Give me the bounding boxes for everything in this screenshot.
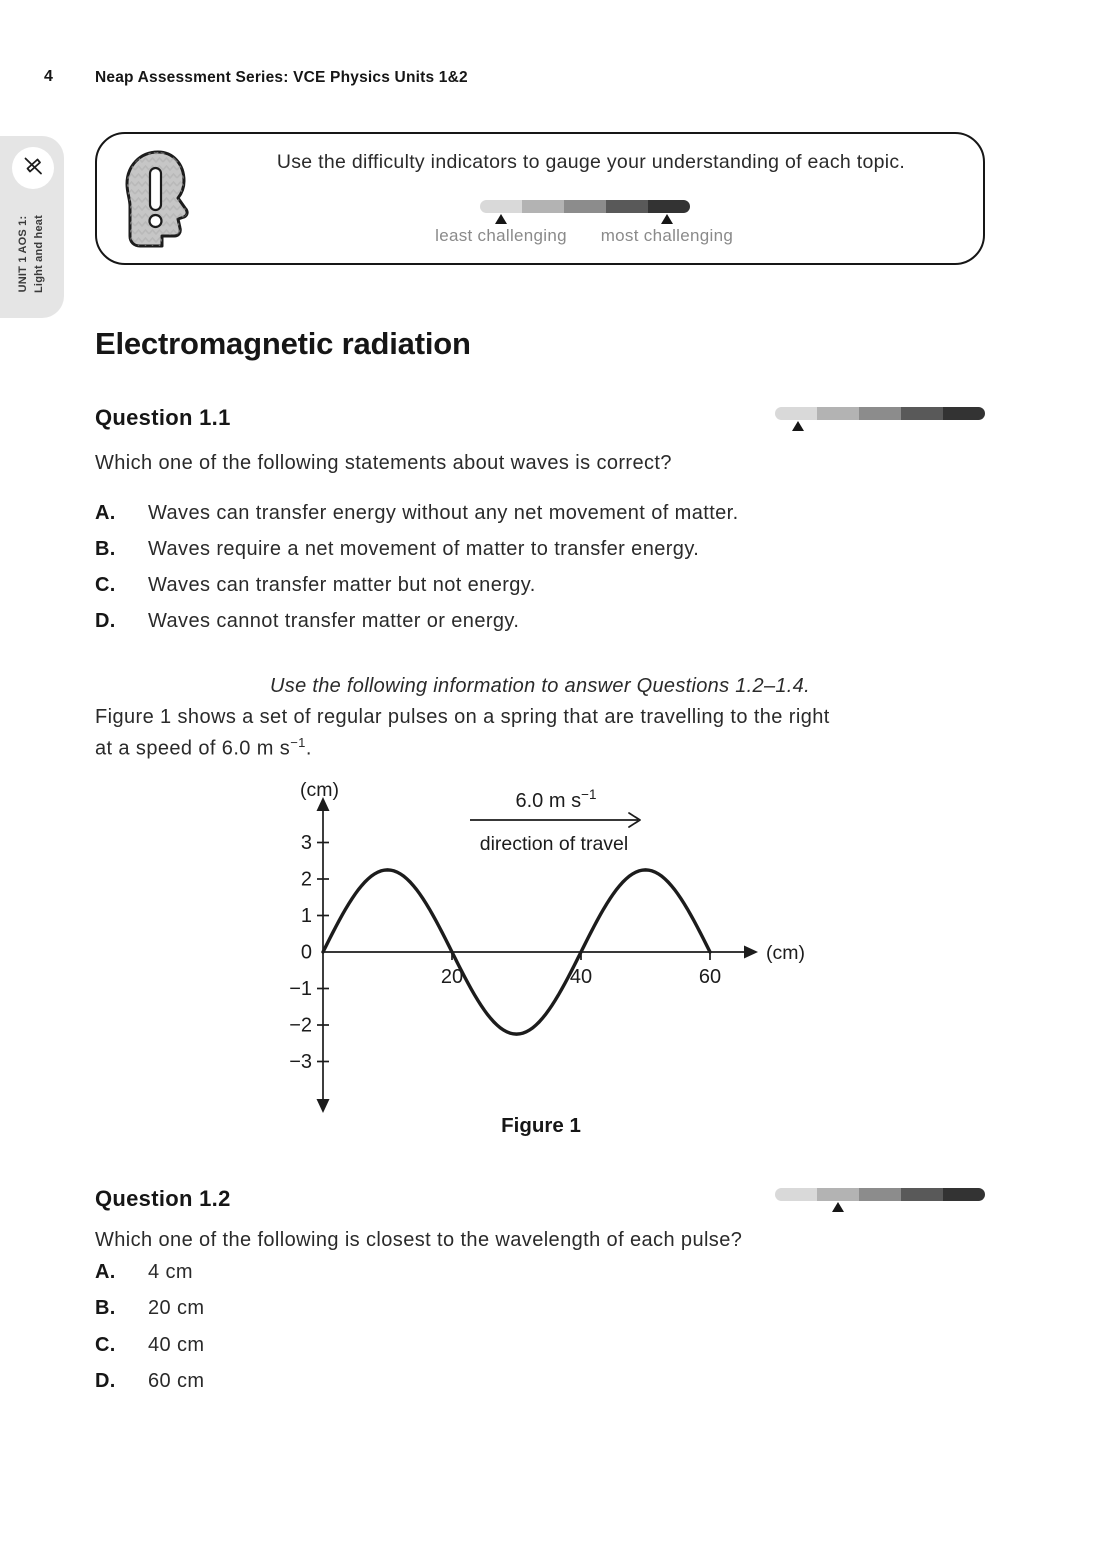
option-text: 20 cm xyxy=(148,1297,205,1319)
question-1-2-title: Question 1.2 xyxy=(95,1186,231,1211)
question-1-1-title: Question 1.1 xyxy=(95,405,231,430)
difficulty-info-text: Use the difficulty indicators to gauge your understanding of each topic. xyxy=(276,151,906,173)
section-title: Electromagnetic radiation xyxy=(95,326,471,361)
unit-tab-label xyxy=(16,169,48,339)
difficulty-segment xyxy=(901,1188,943,1201)
option-letter: D. xyxy=(95,610,116,632)
x-tick-label: 40 xyxy=(569,966,593,988)
difficulty-segment xyxy=(859,1188,901,1201)
option-text: 4 cm xyxy=(148,1261,193,1283)
option-letter: C. xyxy=(95,574,116,596)
x-axis-unit: (cm) xyxy=(766,942,805,964)
speed-exponent: −1 xyxy=(290,735,306,750)
difficulty-segment xyxy=(817,1188,859,1201)
difficulty-segment xyxy=(943,407,985,420)
figure-plot xyxy=(288,778,828,1126)
difficulty-segment xyxy=(522,200,564,213)
difficulty-segment xyxy=(775,407,817,420)
x-tick-label: 60 xyxy=(698,966,722,988)
option-text: Waves require a net movement of matter to transfer energy. xyxy=(148,538,700,560)
most-challenging-marker xyxy=(661,214,673,224)
page-number: 4 xyxy=(44,68,53,85)
shared-instruction: Use the following information to answer Questions 1.2–1.4. xyxy=(270,675,810,697)
option-letter: A. xyxy=(95,1261,116,1283)
difficulty-bar xyxy=(480,200,690,213)
y-tick-label: 0 xyxy=(300,941,312,964)
difficulty-marker xyxy=(832,1202,844,1212)
book-title: Neap Assessment Series: VCE Physics Units 1&2 xyxy=(95,69,468,86)
difficulty-scale xyxy=(435,200,734,245)
difficulty-segment xyxy=(564,200,606,213)
x-axis-arrow xyxy=(744,946,758,959)
difficulty-info-box xyxy=(95,132,985,265)
y-tick-label: −3 xyxy=(289,1051,312,1073)
figure-intro-line1: Figure 1 shows a set of regular pulses on a spring that are travelling to the right xyxy=(95,706,830,728)
unit-tab-line1: UNIT 1 AOS 1: xyxy=(17,215,30,293)
option-letter: C. xyxy=(95,1334,116,1356)
y-tick-label: 3 xyxy=(300,832,312,854)
most-challenging-label: most challenging xyxy=(600,226,734,245)
option-text: 60 cm xyxy=(148,1370,205,1392)
difficulty-segment xyxy=(817,407,859,420)
difficulty-marker xyxy=(792,421,804,431)
y-tick-label: −1 xyxy=(289,978,312,1000)
question-1-1-prompt: Which one of the following statements about waves is correct? xyxy=(95,452,672,474)
y-axis-unit: (cm) xyxy=(300,779,339,801)
option-text: Waves cannot transfer matter or energy. xyxy=(148,610,520,632)
option-letter: B. xyxy=(95,538,116,560)
option-letter: D. xyxy=(95,1370,116,1392)
figure-1 xyxy=(288,778,828,1126)
difficulty-segment xyxy=(775,1188,817,1201)
y-tick-label: 1 xyxy=(300,905,312,927)
option-letter: B. xyxy=(95,1297,116,1319)
option-letter: A. xyxy=(95,502,116,524)
option-text: Waves can transfer matter but not energy. xyxy=(148,574,536,596)
question-1-2-prompt: Which one of the following is closest to the wavelength of each pulse? xyxy=(95,1229,743,1251)
speed-annotation: 6.0 m $s^{-1}$ xyxy=(515,787,597,812)
question-1-2-difficulty xyxy=(775,1188,985,1201)
difficulty-segment xyxy=(648,200,690,213)
x-tick-label: 20 xyxy=(440,966,464,988)
y-axis-arrow-down xyxy=(317,1099,330,1113)
difficulty-bar xyxy=(775,1188,985,1201)
option-text: 40 cm xyxy=(148,1334,205,1356)
unit-tab xyxy=(0,136,64,318)
least-challenging-marker xyxy=(495,214,507,224)
difficulty-segment xyxy=(943,1188,985,1201)
difficulty-segment xyxy=(901,407,943,420)
difficulty-bar xyxy=(775,407,985,420)
question-1-1-difficulty xyxy=(775,407,985,420)
least-challenging-label: least challenging xyxy=(435,226,567,245)
unit-tab-line2: Light and heat xyxy=(33,215,45,293)
head-exclamation-icon xyxy=(121,148,203,255)
figure-intro-line2: at a speed of 6.0 m $s^{-1}$. xyxy=(95,735,312,760)
figure-caption: Figure 1 xyxy=(501,1114,581,1137)
y-tick-label: −2 xyxy=(289,1014,312,1037)
difficulty-segment xyxy=(606,200,648,213)
difficulty-segment xyxy=(859,407,901,420)
direction-label: direction of travel xyxy=(479,833,629,855)
y-tick-label: 2 xyxy=(300,868,312,891)
difficulty-segment xyxy=(480,200,522,213)
option-text: Waves can transfer energy without any net movement of matter. xyxy=(148,502,739,524)
